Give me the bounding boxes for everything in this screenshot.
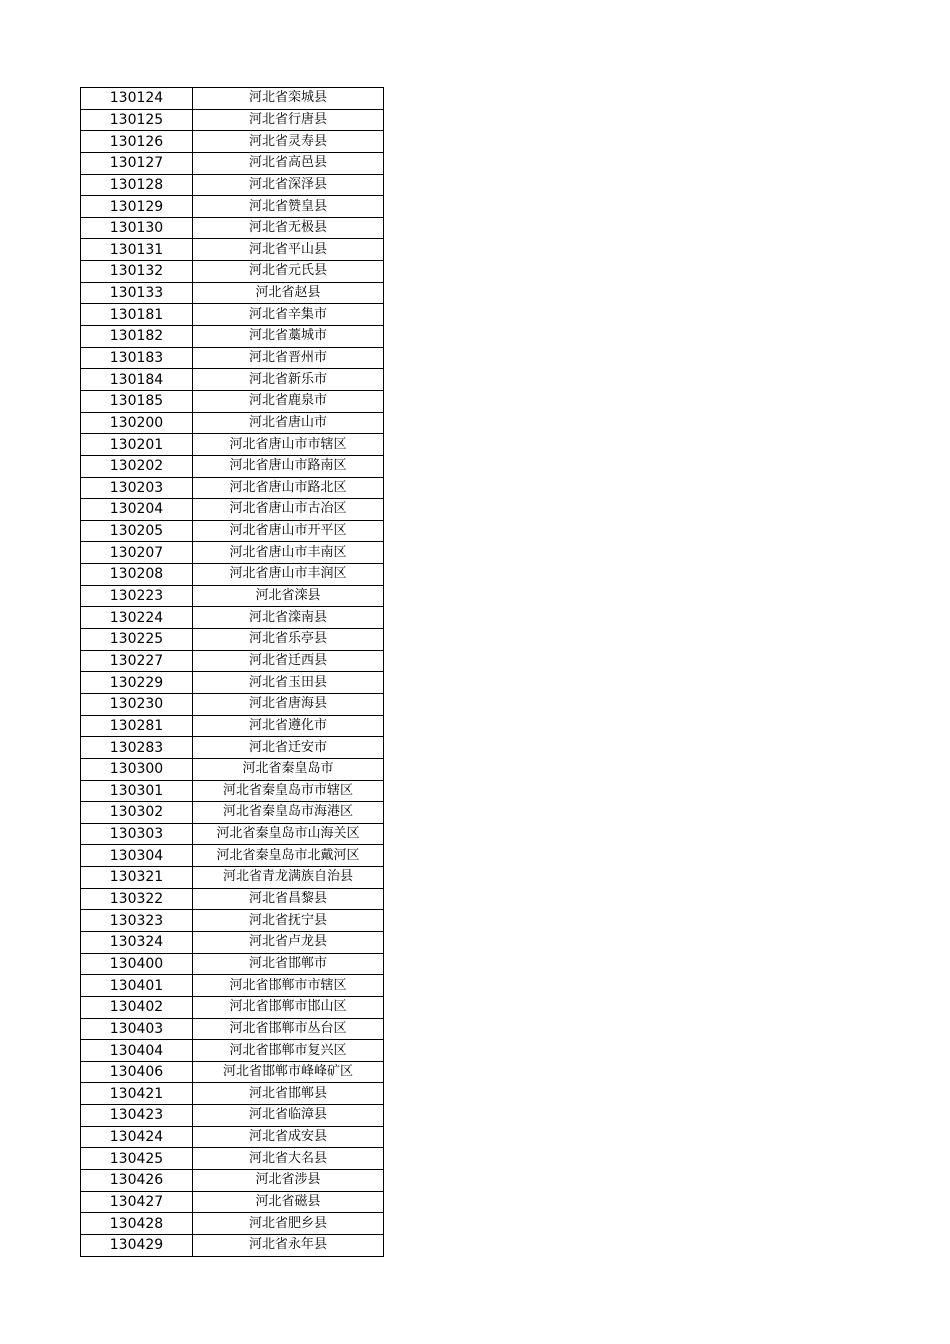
region-name-cell: 河北省唐山市开平区	[193, 520, 384, 542]
region-code-cell: 130304	[81, 845, 193, 867]
table-row	[81, 217, 384, 239]
table-row	[81, 1170, 384, 1192]
region-name-cell: 河北省灵寿县	[193, 131, 384, 153]
region-code-cell: 130400	[81, 953, 193, 975]
region-name-cell: 河北省无极县	[193, 217, 384, 239]
region-name-cell: 河北省肥乡县	[193, 1213, 384, 1235]
region-name-cell: 河北省邯郸市	[193, 953, 384, 975]
region-code-cell: 130202	[81, 455, 193, 477]
table-row	[81, 282, 384, 304]
table-row	[81, 88, 384, 110]
table-row	[81, 1213, 384, 1235]
region-name-cell: 河北省遵化市	[193, 715, 384, 737]
region-code-cell: 130283	[81, 737, 193, 759]
region-code-cell: 130428	[81, 1213, 193, 1235]
table-row	[81, 953, 384, 975]
region-name-cell: 河北省赵县	[193, 282, 384, 304]
table-row	[81, 412, 384, 434]
region-code-cell: 130429	[81, 1234, 193, 1256]
region-name-cell: 河北省临漳县	[193, 1105, 384, 1127]
region-name-cell: 河北省秦皇岛市市辖区	[193, 780, 384, 802]
table-row	[81, 1126, 384, 1148]
region-code-cell: 130200	[81, 412, 193, 434]
table-row	[81, 131, 384, 153]
table-row	[81, 196, 384, 218]
table-row	[81, 477, 384, 499]
region-name-cell: 河北省唐山市路北区	[193, 477, 384, 499]
region-code-cell: 130207	[81, 542, 193, 564]
region-name-cell: 河北省邯郸市丛台区	[193, 1018, 384, 1040]
region-name-cell: 河北省邯郸市复兴区	[193, 1040, 384, 1062]
region-name-cell: 河北省抚宁县	[193, 910, 384, 932]
table-row	[81, 996, 384, 1018]
region-code-cell: 130128	[81, 174, 193, 196]
region-code-cell: 130404	[81, 1040, 193, 1062]
region-code-cell: 130303	[81, 823, 193, 845]
region-name-cell: 河北省行唐县	[193, 109, 384, 131]
region-code-cell: 130185	[81, 390, 193, 412]
region-name-cell: 河北省邯郸市市辖区	[193, 975, 384, 997]
region-name-cell: 河北省秦皇岛市山海关区	[193, 823, 384, 845]
table-row	[81, 1148, 384, 1170]
region-code-table	[80, 87, 384, 1257]
region-code-cell: 130423	[81, 1105, 193, 1127]
region-name-cell: 河北省元氏县	[193, 261, 384, 283]
region-name-cell: 河北省涉县	[193, 1170, 384, 1192]
table-row	[81, 455, 384, 477]
region-name-cell: 河北省唐山市丰南区	[193, 542, 384, 564]
table-row	[81, 1018, 384, 1040]
table-row	[81, 1105, 384, 1127]
table-row	[81, 585, 384, 607]
region-code-cell: 130322	[81, 888, 193, 910]
table-row	[81, 434, 384, 456]
region-code-cell: 130133	[81, 282, 193, 304]
region-code-cell: 130201	[81, 434, 193, 456]
region-code-cell: 130324	[81, 931, 193, 953]
region-name-cell: 河北省唐山市丰润区	[193, 564, 384, 586]
region-code-cell: 130224	[81, 607, 193, 629]
table-row	[81, 910, 384, 932]
region-name-cell: 河北省唐山市市辖区	[193, 434, 384, 456]
region-name-cell: 河北省平山县	[193, 239, 384, 261]
region-code-cell: 130301	[81, 780, 193, 802]
region-code-cell: 130323	[81, 910, 193, 932]
region-name-cell: 河北省成安县	[193, 1126, 384, 1148]
region-code-cell: 130321	[81, 867, 193, 889]
region-code-cell: 130229	[81, 672, 193, 694]
region-code-cell: 130402	[81, 996, 193, 1018]
region-name-cell: 河北省乐亭县	[193, 629, 384, 651]
region-code-cell: 130127	[81, 152, 193, 174]
table-row	[81, 152, 384, 174]
table-row	[81, 1061, 384, 1083]
region-code-cell: 130125	[81, 109, 193, 131]
table-row	[81, 845, 384, 867]
table-row	[81, 650, 384, 672]
region-code-cell: 130184	[81, 369, 193, 391]
table-row	[81, 715, 384, 737]
region-name-cell: 河北省卢龙县	[193, 931, 384, 953]
region-code-cell: 130203	[81, 477, 193, 499]
region-code-cell: 130424	[81, 1126, 193, 1148]
table-row	[81, 239, 384, 261]
table-row	[81, 780, 384, 802]
table-row	[81, 1083, 384, 1105]
table-row	[81, 888, 384, 910]
region-code-cell: 130403	[81, 1018, 193, 1040]
table-row	[81, 693, 384, 715]
region-name-cell: 河北省鹿泉市	[193, 390, 384, 412]
table-row	[81, 109, 384, 131]
table-row	[81, 758, 384, 780]
region-code-cell: 130181	[81, 304, 193, 326]
table-row	[81, 261, 384, 283]
region-name-cell: 河北省滦县	[193, 585, 384, 607]
region-name-cell: 河北省秦皇岛市	[193, 758, 384, 780]
region-code-cell: 130427	[81, 1191, 193, 1213]
region-name-cell: 河北省迁西县	[193, 650, 384, 672]
region-code-cell: 130129	[81, 196, 193, 218]
table-row	[81, 607, 384, 629]
region-code-cell: 130426	[81, 1170, 193, 1192]
table-row	[81, 867, 384, 889]
region-code-cell: 130425	[81, 1148, 193, 1170]
region-code-cell: 130225	[81, 629, 193, 651]
region-name-cell: 河北省唐山市古冶区	[193, 499, 384, 521]
region-name-cell: 河北省秦皇岛市北戴河区	[193, 845, 384, 867]
region-code-cell: 130131	[81, 239, 193, 261]
region-name-cell: 河北省滦南县	[193, 607, 384, 629]
table-row	[81, 520, 384, 542]
region-name-cell: 河北省唐山市路南区	[193, 455, 384, 477]
table-row	[81, 564, 384, 586]
region-name-cell: 河北省永年县	[193, 1234, 384, 1256]
region-name-cell: 河北省昌黎县	[193, 888, 384, 910]
region-code-cell: 130227	[81, 650, 193, 672]
region-name-cell: 河北省大名县	[193, 1148, 384, 1170]
region-code-cell: 130302	[81, 802, 193, 824]
region-code-cell: 130183	[81, 347, 193, 369]
region-code-cell: 130300	[81, 758, 193, 780]
region-name-cell: 河北省栾城县	[193, 88, 384, 110]
region-code-cell: 130204	[81, 499, 193, 521]
table-row	[81, 1191, 384, 1213]
region-name-cell: 河北省唐海县	[193, 693, 384, 715]
table-row	[81, 1040, 384, 1062]
table-row	[81, 1234, 384, 1256]
region-name-cell: 河北省辛集市	[193, 304, 384, 326]
table-row	[81, 326, 384, 348]
table-row	[81, 347, 384, 369]
region-name-cell: 河北省邯郸市峰峰矿区	[193, 1061, 384, 1083]
table-row	[81, 390, 384, 412]
region-code-cell: 130205	[81, 520, 193, 542]
region-name-cell: 河北省赞皇县	[193, 196, 384, 218]
region-name-cell: 河北省邯郸市邯山区	[193, 996, 384, 1018]
region-name-cell: 河北省玉田县	[193, 672, 384, 694]
region-name-cell: 河北省秦皇岛市海港区	[193, 802, 384, 824]
table-row	[81, 542, 384, 564]
region-code-cell: 130132	[81, 261, 193, 283]
table-row	[81, 369, 384, 391]
region-code-cell: 130230	[81, 693, 193, 715]
table-row	[81, 823, 384, 845]
table-row	[81, 931, 384, 953]
region-name-cell: 河北省新乐市	[193, 369, 384, 391]
table-row	[81, 672, 384, 694]
table-row	[81, 802, 384, 824]
table-row	[81, 737, 384, 759]
region-code-cell: 130208	[81, 564, 193, 586]
region-name-cell: 河北省邯郸县	[193, 1083, 384, 1105]
region-code-cell: 130124	[81, 88, 193, 110]
region-code-cell: 130406	[81, 1061, 193, 1083]
region-name-cell: 河北省磁县	[193, 1191, 384, 1213]
table-row	[81, 304, 384, 326]
region-name-cell: 河北省藁城市	[193, 326, 384, 348]
region-code-cell: 130223	[81, 585, 193, 607]
region-code-cell: 130182	[81, 326, 193, 348]
region-name-cell: 河北省青龙满族自治县	[193, 867, 384, 889]
table-row	[81, 174, 384, 196]
table-row	[81, 499, 384, 521]
region-name-cell: 河北省高邑县	[193, 152, 384, 174]
table-row	[81, 629, 384, 651]
table-row	[81, 975, 384, 997]
region-code-cell: 130401	[81, 975, 193, 997]
region-name-cell: 河北省唐山市	[193, 412, 384, 434]
region-code-table-body	[81, 88, 384, 1257]
region-code-cell: 130130	[81, 217, 193, 239]
region-code-cell: 130126	[81, 131, 193, 153]
region-name-cell: 河北省迁安市	[193, 737, 384, 759]
region-code-cell: 130281	[81, 715, 193, 737]
region-name-cell: 河北省晋州市	[193, 347, 384, 369]
region-name-cell: 河北省深泽县	[193, 174, 384, 196]
region-code-cell: 130421	[81, 1083, 193, 1105]
